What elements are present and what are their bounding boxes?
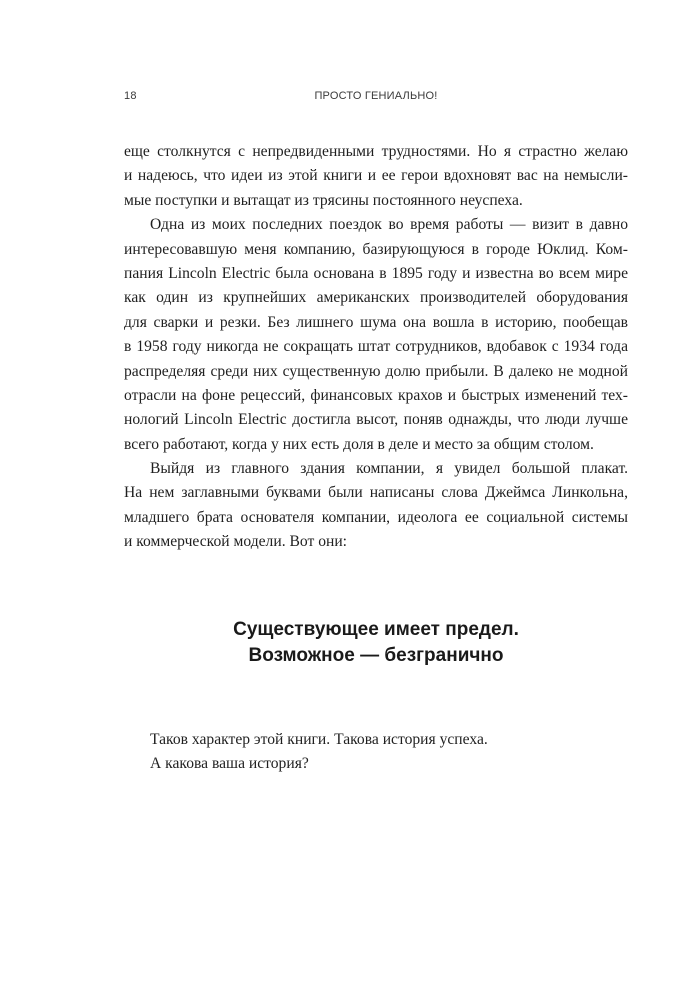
text-line: всего работают, когда у них есть доля в деле и место за общим столом. [124,435,594,453]
closing-text [150,728,628,777]
text-line: и коммерческой модели. Вот они: [124,533,348,551]
text-line: На нем заглавными буквами были написаны слова Джеймса Линкольна, [124,484,628,502]
text-line: младшего брата основателя компании, идеолога ее социальной системы [124,508,628,526]
text-line: Одна из моих последних поездок во время работы — визит в давно [150,216,628,234]
text-line: в 1958 году никогда не сокращать штат сотрудников, вдобавок с 1934 года [124,338,628,356]
text-line: для сварки и резки. Без лишнего шума она вошла в историю, пообещав [124,313,628,331]
body-text [124,140,628,555]
text-line: распределяя среди них существенную долю прибыли. В далеко не модной [124,362,628,380]
text-line: как один из крупнейших американских производителей оборудования [124,289,628,307]
page-number: 18 [124,90,137,102]
book-title: ПРОСТО ГЕНИАЛЬНО! [314,90,438,102]
quote-line: Существующее имеет предел. [233,619,519,640]
text-line: и надеюсь, что идеи из этой книги и ее герои вдохновят вас на немысли- [124,167,628,185]
closing-line: Таков характер этой книги. Такова история успеха. [150,731,488,748]
text-line: отрасли на фоне рецессий, финансовых крахов и быстрых изменений тех- [124,386,628,404]
text-line: мые поступки и вытащат из трясины постоянного неуспеха. [124,191,523,209]
pull-quote [124,617,628,669]
running-head [124,90,628,106]
text-line: интересовавшую меня компанию, базирующуюся в городе Юклид. Ком- [124,240,628,258]
quote-line: Возможное — безгранично [248,645,504,666]
text-line: еще столкнутся с непредвиденными трудностями. Но я страстно желаю [124,143,628,160]
text-line: нологий Lincoln Electric достигла высот, поняв однажды, что люди лучше [124,411,628,429]
text-line: Выйдя из главного здания компании, я увидел большой плакат. [150,460,628,478]
closing-line: А какова ваша история? [150,755,309,773]
text-line: пания Lincoln Electric была основана в 1895 году и известна во всем мире [124,264,628,282]
